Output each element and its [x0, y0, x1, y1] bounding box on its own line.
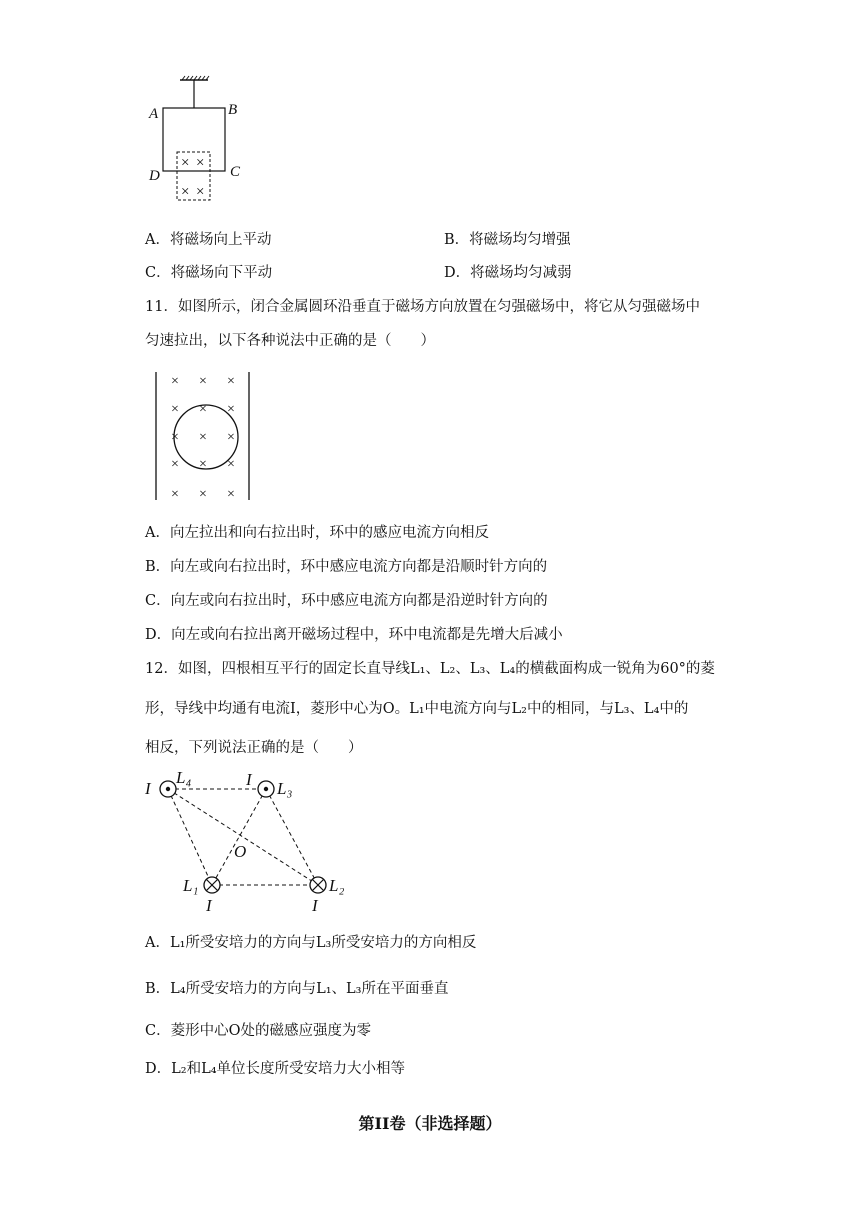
q10-option-d[interactable]: D．将磁场均匀减弱: [444, 265, 572, 281]
q12-current-l3: I: [246, 770, 252, 789]
q12-option-d[interactable]: D．L₂和L₄单位长度所受安培力大小相等: [145, 1061, 406, 1077]
q12-stem: 形，导线中均通有电流I，菱形中心为O。L₁中电流方向与L₂中的相同，与L₃、L₄中的: [145, 701, 689, 717]
q10-label-c: C: [230, 164, 241, 180]
q11-field-mark: ×: [227, 457, 235, 472]
q11-field-mark: ×: [171, 487, 179, 502]
wire-l3-dot-icon: [258, 781, 274, 797]
q10-label-b: B: [228, 102, 238, 118]
q11-field-mark: ×: [171, 402, 179, 417]
q11-option-a[interactable]: A．向左拉出和向右拉出时，环中的感应电流方向相反: [145, 525, 489, 541]
q11-field-mark: ×: [227, 430, 235, 445]
q11-option-c[interactable]: C．向左或向右拉出时，环中感应电流方向都是沿逆时针方向的: [145, 593, 548, 609]
q10-field-mark: ×: [196, 155, 205, 171]
q11-option-b[interactable]: B．向左或向右拉出时，环中感应电流方向都是沿顺时针方向的: [145, 559, 548, 575]
wire-l2-cross-icon: [310, 877, 326, 893]
q12-figure: [140, 765, 360, 915]
q12-label-l4: L₄: [176, 768, 192, 787]
q10-field-mark: ×: [196, 184, 205, 200]
section-title: 第II卷（非选择题）: [358, 1114, 502, 1133]
wire-l4-dot-icon: [160, 781, 176, 797]
q11-field-mark: ×: [171, 457, 179, 472]
q10-figure: [140, 72, 260, 207]
q11-stem: 匀速拉出，以下各种说法中正确的是（ ）: [145, 333, 435, 349]
q11-field-mark: ×: [199, 374, 207, 389]
q12-option-b[interactable]: B．L₄所受安培力的方向与L₁、L₃所在平面垂直: [145, 981, 449, 997]
q10-label-a: A: [149, 106, 159, 122]
q11-field-mark: ×: [199, 487, 207, 502]
q11-field-mark: ×: [199, 402, 207, 417]
q12-center-label: O: [234, 842, 247, 861]
q10-option-b[interactable]: B．将磁场均匀增强: [444, 232, 571, 248]
q10-label-d: D: [149, 168, 160, 184]
q10-field-mark: ×: [181, 155, 190, 171]
q12-option-a[interactable]: A．L₁所受安培力的方向与L₃所受安培力的方向相反: [145, 935, 477, 951]
q12-current-l2: I: [312, 896, 318, 915]
q10-option-a[interactable]: A．将磁场向上平动: [145, 232, 272, 248]
q12-current-l4: I: [145, 779, 151, 798]
q11-field-mark: ×: [171, 430, 179, 445]
q12-current-l1: I: [206, 896, 212, 915]
q11-field-mark: ×: [227, 374, 235, 389]
q11-field-mark: ×: [227, 487, 235, 502]
q11-option-d[interactable]: D．向左或向右拉出离开磁场过程中，环中电流都是先增大后减小: [145, 627, 563, 643]
q12-label-l1: L₁: [183, 876, 199, 895]
q12-label-l2: L₂: [329, 876, 345, 895]
wire-l1-cross-icon: [204, 877, 220, 893]
q10-option-c[interactable]: C．将磁场向下平动: [145, 265, 273, 281]
q12-stem: 相反，下列说法正确的是（ ）: [145, 740, 363, 756]
q12-label-l3: L₃: [277, 779, 293, 798]
q11-field-mark: ×: [171, 374, 179, 389]
q11-figure: [148, 368, 258, 503]
q10-field-mark: ×: [181, 184, 190, 200]
q11-field-mark: ×: [199, 457, 207, 472]
q11-field-mark: ×: [199, 430, 207, 445]
q12-stem: 12．如图，四根相互平行的固定长直导线L₁、L₂、L₃、L₄的横截面构成一锐角为60°的菱: [145, 661, 715, 677]
q12-option-c[interactable]: C．菱形中心O处的磁感应强度为零: [145, 1023, 371, 1039]
q11-stem: 11．如图所示，闭合金属圆环沿垂直于磁场方向放置在匀强磁场中，将它从匀强磁场中: [145, 299, 700, 315]
q11-field-mark: ×: [227, 402, 235, 417]
